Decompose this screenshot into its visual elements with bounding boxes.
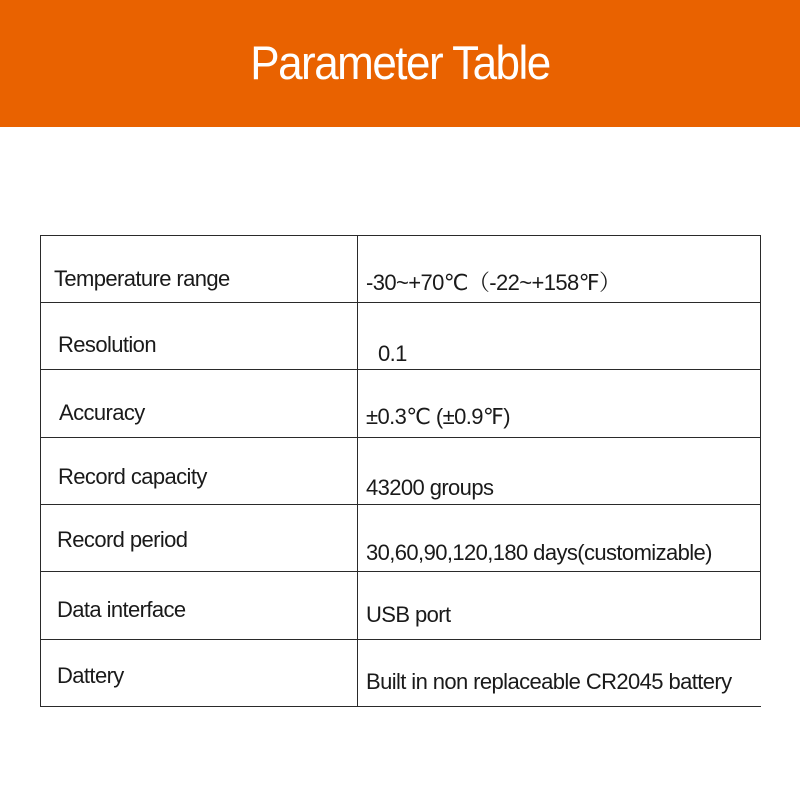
param-label: Resolution bbox=[40, 303, 358, 369]
parameter-table bbox=[40, 235, 761, 707]
table-row bbox=[40, 303, 761, 370]
table-row bbox=[40, 572, 761, 640]
param-value: -30~+70℃（-22~+158℉） bbox=[358, 236, 761, 302]
param-value: USB port bbox=[358, 572, 761, 639]
param-label: Record capacity bbox=[40, 438, 358, 504]
title-banner bbox=[0, 0, 800, 127]
param-label: Data interface bbox=[40, 572, 358, 639]
table-row bbox=[40, 438, 761, 505]
table-row bbox=[40, 236, 761, 303]
table-row bbox=[40, 370, 761, 438]
table-row bbox=[40, 505, 761, 572]
param-value: 43200 groups bbox=[358, 438, 761, 504]
param-label: Accuracy bbox=[40, 370, 358, 437]
param-value: 0.1 bbox=[358, 303, 761, 369]
page-title: Parameter Table bbox=[250, 36, 550, 90]
param-label: Dattery bbox=[40, 640, 358, 706]
param-value: ±0.3℃ (±0.9℉) bbox=[358, 370, 761, 437]
param-label: Temperature range bbox=[40, 236, 358, 302]
table-row bbox=[40, 640, 761, 707]
param-label: Record period bbox=[40, 505, 358, 571]
param-value: 30,60,90,120,180 days(customizable) bbox=[358, 505, 761, 571]
param-value: Built in non replaceable CR2045 battery bbox=[366, 669, 732, 694]
